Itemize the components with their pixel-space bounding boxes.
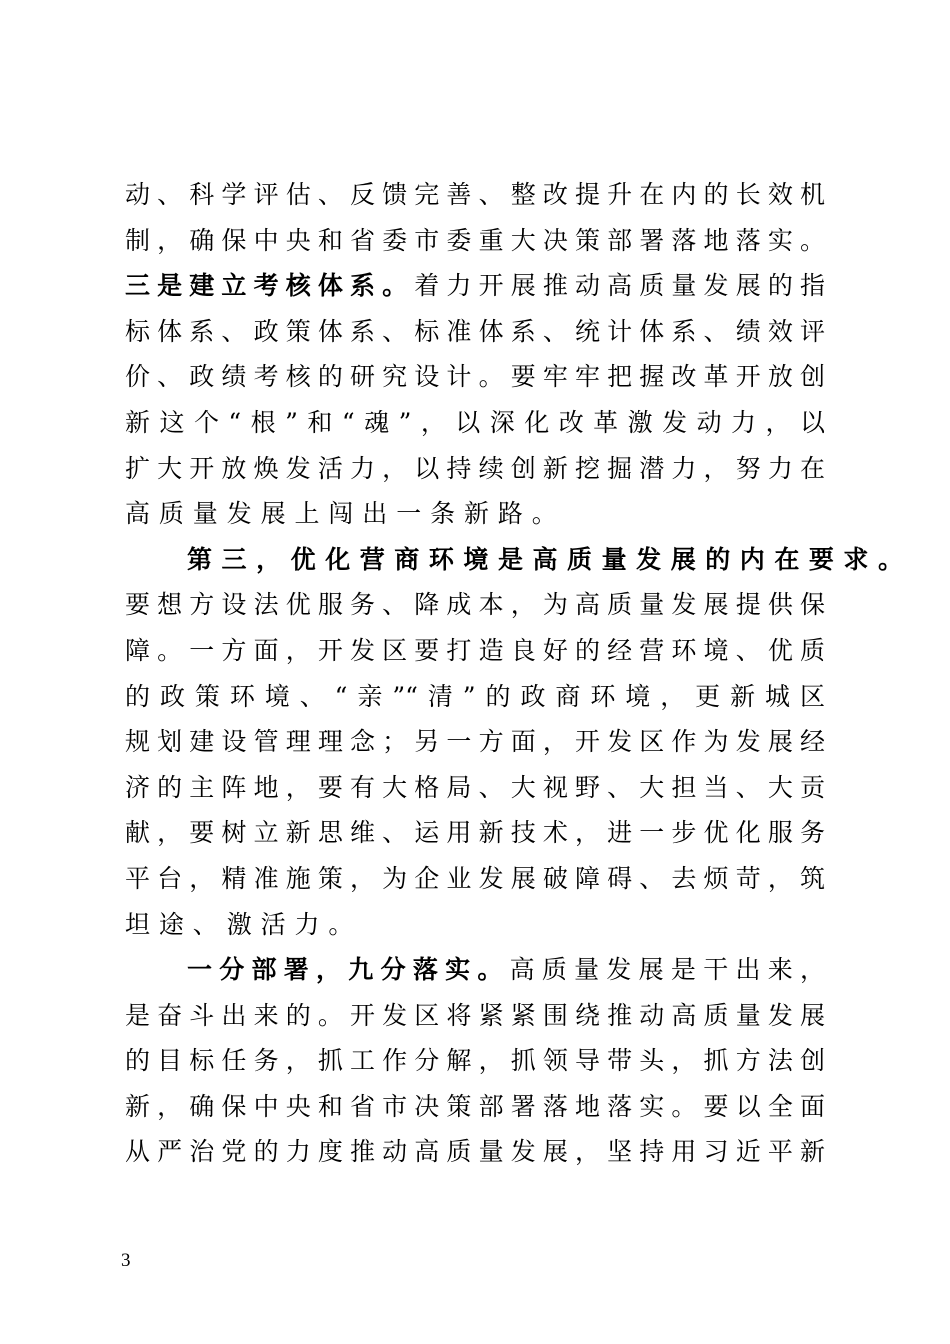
text-line: 扩大开放焕发活力，以持续创新挖掘潜力，努力在	[125, 453, 825, 483]
section-heading: 第三，优化营商环境是高质量发展的内在要求。	[187, 544, 903, 574]
text-line: 新，确保中央和省市决策部署落地落实。要以全面	[125, 1091, 825, 1121]
text-line: 是奋斗出来的。开发区将紧紧围绕推动高质量发展	[125, 1000, 825, 1030]
text-line: 的目标任务，抓工作分解，抓领导带头，抓方法创	[125, 1046, 825, 1076]
paragraph-heading-line	[125, 537, 903, 583]
text-line: 高质量发展上闯出一条新路。	[125, 499, 566, 529]
text-line: 制，确保中央和省委市委重大决策部署落地落实。	[125, 225, 825, 255]
text-line: 的政策环境、“亲”“清”的政商环境，更新城区	[125, 681, 825, 711]
text-line: 平台，精准施策，为企业发展破障碍、去烦苛，筑	[125, 863, 825, 893]
bold-lead-in: 三是建立考核体系。	[125, 271, 415, 301]
text-line: 标体系、政策体系、标准体系、统计体系、绩效评	[125, 316, 825, 346]
text-line: 济的主阵地，要有大格局、大视野、大担当、大贡	[125, 772, 825, 802]
page-number: 3	[121, 1250, 131, 1271]
text-line: 价、政绩考核的研究设计。要牢牢把握改革开放创	[125, 362, 825, 392]
text-line: 规划建设管理理念；另一方面，开发区作为发展经	[125, 727, 825, 757]
text-line: 从严治党的力度推动高质量发展，坚持用习近平新	[125, 1137, 825, 1167]
text-line: 障。一方面，开发区要打造良好的经营环境、优质	[125, 635, 825, 665]
text-line	[125, 263, 825, 309]
text-line: 动、科学评估、反馈完善、整改提升在内的长效机	[125, 180, 825, 209]
text-line: 要想方设法优服务、降成本，为高质量发展提供保	[125, 590, 825, 620]
text-line: 献，要树立新思维、运用新技术，进一步优化服务	[125, 818, 825, 848]
bold-lead-in: 一分部署，九分落实。	[187, 955, 510, 985]
text-line: 坦途、激活力。	[125, 909, 363, 939]
paragraph-heading-line	[125, 947, 825, 993]
text-line: 新这个“根”和“魂”，以深化改革激发动力，以	[125, 407, 825, 437]
body-text	[125, 172, 903, 1175]
text-run: 着力开展推动高质量发展的指	[414, 271, 825, 301]
text-run: 高质量发展是干出来，	[509, 955, 825, 985]
